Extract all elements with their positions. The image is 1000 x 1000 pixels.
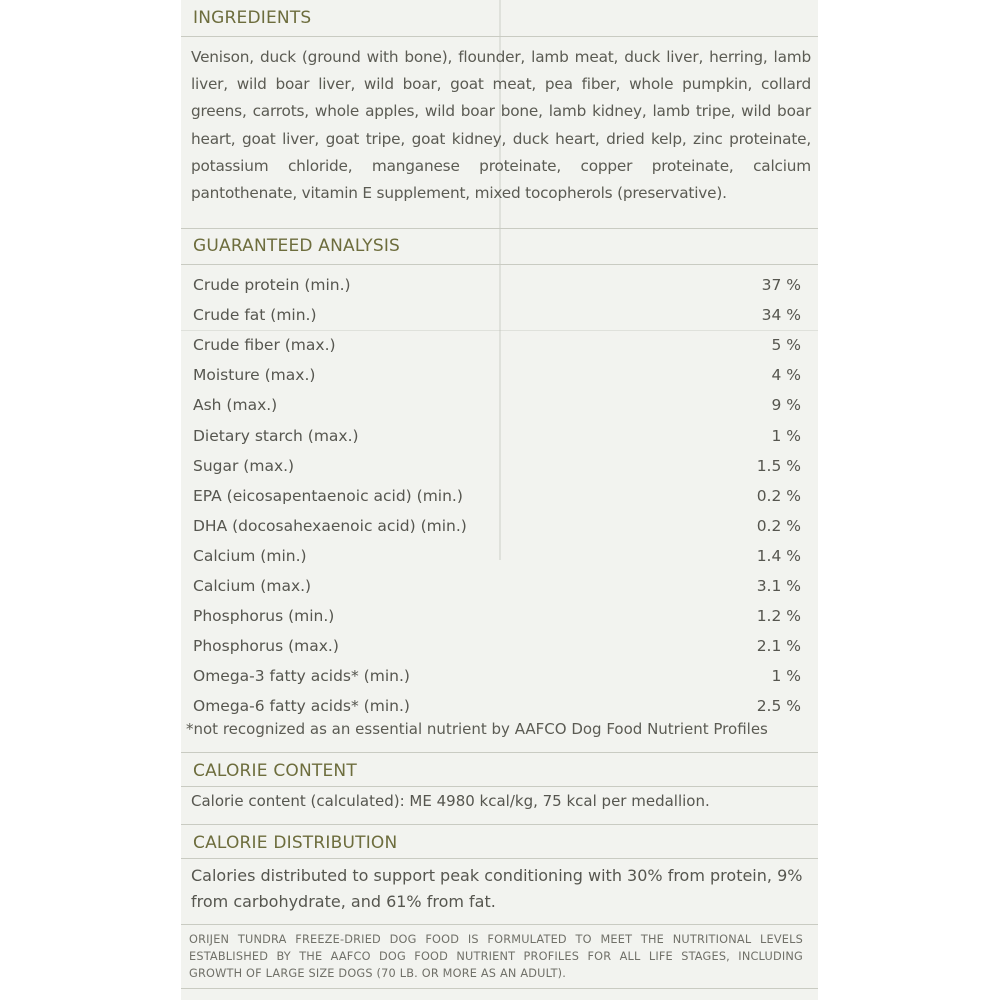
divider <box>181 228 818 229</box>
aafco-statement: ORIJEN TUNDRA FREEZE-DRIED DOG FOOD IS FORMULATED TO MEET THE NUTRITIONAL LEVELS ESTABLISHED BY THE AAFCO DOG FOOD NUTRIENT PROFILES FOR ALL LIFE STAGES, INCLUDING GROWTH OF LARGE SIZE DOGS (70 LB. OR MORE AS AN ADULT). <box>189 933 803 980</box>
table-row <box>193 270 801 300</box>
divider <box>181 36 818 37</box>
ingredients-list: Venison, duck (ground with bone), flounder, lamb meat, duck liver, herring, lamb liver, wild boar liver, wild boar, goat meat, pea fiber, whole pumpkin, collard greens, carrots, whole apples, wild boar bone, lamb kidney, lamb tripe, wild boar heart, goat liver, goat tripe, goat kidney, duck heart, dried kelp, zinc proteinate, potassium chloride, manganese proteinate, copper proteinate, calcium pantothenate, vitamin E supplement, mixed tocopherols (preservative). <box>191 48 811 203</box>
table-row <box>193 511 801 541</box>
nutrient-name: Phosphorus (min.) <box>193 607 335 626</box>
nutrient-value: 1 % <box>771 667 801 686</box>
divider <box>181 858 818 859</box>
calorie-distribution-text: Calories distributed to support peak conditioning with 30% from protein, 9% from carbohydrate, and 61% from fat. <box>191 866 803 911</box>
nutrition-label-panel <box>181 0 818 1000</box>
aafco-footnote: *not recognized as an essential nutrient by AAFCO Dog Food Nutrient Profiles <box>186 720 768 738</box>
nutrient-value: 9 % <box>771 396 801 415</box>
table-row <box>193 631 801 661</box>
nutrient-value: 37 % <box>761 276 801 294</box>
nutrient-value: 1.5 % <box>756 456 801 475</box>
table-row <box>193 541 801 571</box>
guaranteed-analysis-heading: GUARANTEED ANALYSIS <box>193 236 401 256</box>
nutrient-name: Ash (max.) <box>193 396 278 415</box>
calorie-distribution-heading: CALORIE DISTRIBUTION <box>193 833 398 853</box>
nutrient-name: Moisture (max.) <box>193 366 316 385</box>
calorie-content-text: Calorie content (calculated): ME 4980 kcal/kg, 75 kcal per medallion. <box>191 792 710 810</box>
nutrient-name: Crude fiber (max.) <box>193 336 336 355</box>
nutrient-value: 1.2 % <box>756 607 801 626</box>
nutrient-name: Crude fat (min.) <box>193 306 317 325</box>
table-row <box>193 330 801 360</box>
nutrient-name: Phosphorus (max.) <box>193 637 339 656</box>
nutrient-value: 1 % <box>771 426 801 445</box>
table-row <box>193 390 801 420</box>
nutrient-name: Sugar (max.) <box>193 456 295 475</box>
nutrient-value: 34 % <box>761 306 801 325</box>
nutrient-value: 1.4 % <box>756 546 801 565</box>
nutrient-name: Calcium (max.) <box>193 577 312 595</box>
nutrient-name: EPA (eicosapentaenoic acid) (min.) <box>193 486 463 505</box>
divider <box>181 824 818 825</box>
nutrient-name: Calcium (min.) <box>193 546 307 565</box>
divider <box>181 786 818 787</box>
table-row <box>193 601 801 631</box>
nutrient-value: 2.5 % <box>756 697 801 716</box>
divider <box>181 264 818 265</box>
table-row <box>193 691 801 721</box>
table-row <box>193 451 801 481</box>
nutrient-value: 2.1 % <box>756 637 801 656</box>
nutrient-name: Crude protein (min.) <box>193 276 351 294</box>
calorie-content-heading: CALORIE CONTENT <box>193 761 357 781</box>
table-row <box>193 360 801 390</box>
nutrient-value: 4 % <box>771 366 801 385</box>
table-row <box>193 571 801 601</box>
nutrient-value: 5 % <box>771 336 801 355</box>
table-row <box>193 481 801 511</box>
nutrient-value: 3.1 % <box>756 577 801 595</box>
nutrient-name: Omega-3 fatty acids* (min.) <box>193 667 410 686</box>
table-row <box>193 421 801 451</box>
nutrient-name: Dietary starch (max.) <box>193 426 359 445</box>
divider <box>181 752 818 753</box>
nutrient-value: 0.2 % <box>756 516 801 535</box>
ingredients-heading: INGREDIENTS <box>193 8 312 28</box>
table-row <box>193 661 801 691</box>
divider <box>181 924 818 925</box>
nutrient-value: 0.2 % <box>756 486 801 505</box>
nutrient-name: DHA (docosahexaenoic acid) (min.) <box>193 516 467 535</box>
table-row <box>193 300 801 330</box>
nutrient-name: Omega-6 fatty acids* (min.) <box>193 697 410 716</box>
divider <box>181 988 818 989</box>
